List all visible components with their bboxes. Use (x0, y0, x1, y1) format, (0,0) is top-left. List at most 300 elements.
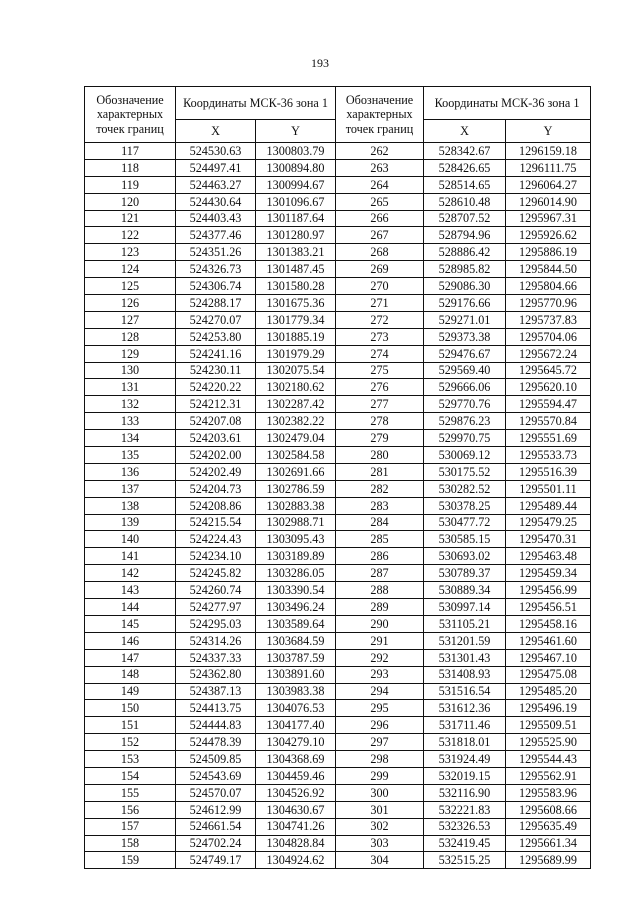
cell-y-left: 1303189.89 (256, 548, 336, 565)
cell-point-right: 263 (336, 159, 424, 176)
cell-x-left: 524224.43 (176, 531, 256, 548)
cell-y-left: 1300803.79 (256, 143, 336, 160)
cell-point-right: 294 (336, 683, 424, 700)
cell-point-right: 267 (336, 227, 424, 244)
cell-y-right: 1295467.10 (506, 649, 591, 666)
cell-x-left: 524253.80 (176, 328, 256, 345)
coordinates-table (84, 86, 591, 869)
cell-y-right: 1295594.47 (506, 396, 591, 413)
cell-x-left: 524288.17 (176, 295, 256, 312)
cell-x-left: 524241.16 (176, 345, 256, 362)
cell-x-left: 524234.10 (176, 548, 256, 565)
cell-y-left: 1303983.38 (256, 683, 336, 700)
cell-y-right: 1295461.60 (506, 632, 591, 649)
page-number: 193 (311, 56, 329, 70)
cell-x-left: 524430.64 (176, 193, 256, 210)
cell-y-right: 1295967.31 (506, 210, 591, 227)
cell-point-left: 123 (85, 244, 176, 261)
cell-x-right: 530069.12 (424, 447, 506, 464)
table-row (85, 818, 591, 835)
cell-y-left: 1302988.71 (256, 514, 336, 531)
cell-y-right: 1295562.91 (506, 767, 591, 784)
cell-x-right: 532019.15 (424, 767, 506, 784)
cell-y-left: 1304526.92 (256, 784, 336, 801)
table-row (85, 463, 591, 480)
cell-x-left: 524661.54 (176, 818, 256, 835)
cell-point-right: 291 (336, 632, 424, 649)
cell-point-right: 297 (336, 734, 424, 751)
cell-y-left: 1302479.04 (256, 430, 336, 447)
cell-x-right: 531105.21 (424, 615, 506, 632)
cell-x-right: 528794.96 (424, 227, 506, 244)
cell-x-left: 524208.86 (176, 497, 256, 514)
cell-x-right: 531201.59 (424, 632, 506, 649)
cell-point-right: 304 (336, 852, 424, 869)
cell-point-left: 134 (85, 430, 176, 447)
cell-point-right: 289 (336, 599, 424, 616)
cell-point-left: 147 (85, 649, 176, 666)
cell-x-right: 531818.01 (424, 734, 506, 751)
cell-point-right: 303 (336, 835, 424, 852)
cell-y-right: 1295844.50 (506, 261, 591, 278)
cell-x-right: 529970.75 (424, 430, 506, 447)
table-row (85, 261, 591, 278)
cell-point-left: 141 (85, 548, 176, 565)
cell-y-right: 1295926.62 (506, 227, 591, 244)
cell-point-left: 137 (85, 480, 176, 497)
cell-point-right: 262 (336, 143, 424, 160)
table-row (85, 632, 591, 649)
cell-y-right: 1295525.90 (506, 734, 591, 751)
cell-x-right: 531301.43 (424, 649, 506, 666)
cell-y-right: 1295620.10 (506, 379, 591, 396)
cell-y-right: 1295485.20 (506, 683, 591, 700)
point-label-header-right: Обозначение характерных точек границ (336, 87, 424, 143)
table-row (85, 480, 591, 497)
cell-y-right: 1295516.39 (506, 463, 591, 480)
cell-point-right: 300 (336, 784, 424, 801)
cell-point-left: 128 (85, 328, 176, 345)
cell-x-left: 524612.99 (176, 801, 256, 818)
cell-point-right: 266 (336, 210, 424, 227)
cell-point-right: 290 (336, 615, 424, 632)
cell-y-left: 1301675.36 (256, 295, 336, 312)
cell-y-left: 1301096.67 (256, 193, 336, 210)
cell-point-right: 271 (336, 295, 424, 312)
cell-x-right: 530282.52 (424, 480, 506, 497)
cell-point-left: 159 (85, 852, 176, 869)
cell-point-right: 301 (336, 801, 424, 818)
cell-x-right: 529086.30 (424, 278, 506, 295)
cell-x-right: 531408.93 (424, 666, 506, 683)
cell-x-right: 528985.82 (424, 261, 506, 278)
cell-point-right: 281 (336, 463, 424, 480)
cell-x-right: 528426.65 (424, 159, 506, 176)
cell-x-right: 530585.15 (424, 531, 506, 548)
cell-y-right: 1295470.31 (506, 531, 591, 548)
cell-x-right: 530789.37 (424, 565, 506, 582)
cell-x-left: 524702.24 (176, 835, 256, 852)
cell-point-right: 270 (336, 278, 424, 295)
cell-x-right: 529569.40 (424, 362, 506, 379)
cell-y-left: 1301280.97 (256, 227, 336, 244)
cell-x-right: 532515.25 (424, 852, 506, 869)
table-row (85, 159, 591, 176)
cell-x-left: 524362.80 (176, 666, 256, 683)
cell-x-left: 524444.83 (176, 717, 256, 734)
cell-point-right: 292 (336, 649, 424, 666)
cell-point-left: 117 (85, 143, 176, 160)
cell-point-right: 268 (336, 244, 424, 261)
cell-y-right: 1295583.96 (506, 784, 591, 801)
cell-y-left: 1304076.53 (256, 700, 336, 717)
cell-y-right: 1295496.19 (506, 700, 591, 717)
cell-y-left: 1303589.64 (256, 615, 336, 632)
table-body (85, 143, 591, 869)
table-row (85, 514, 591, 531)
cell-y-right: 1295544.43 (506, 751, 591, 768)
cell-x-right: 530997.14 (424, 599, 506, 616)
table-row (85, 784, 591, 801)
cell-y-left: 1303787.59 (256, 649, 336, 666)
cell-y-right: 1295501.11 (506, 480, 591, 497)
cell-x-left: 524478.39 (176, 734, 256, 751)
cell-point-right: 269 (336, 261, 424, 278)
cell-x-right: 528514.65 (424, 176, 506, 193)
cell-x-right: 529271.01 (424, 311, 506, 328)
cell-point-left: 127 (85, 311, 176, 328)
table-row (85, 430, 591, 447)
table-row (85, 582, 591, 599)
cell-y-left: 1303095.43 (256, 531, 336, 548)
table-row (85, 278, 591, 295)
cell-point-left: 136 (85, 463, 176, 480)
cell-y-left: 1302584.58 (256, 447, 336, 464)
cell-point-left: 154 (85, 767, 176, 784)
cell-x-left: 524203.61 (176, 430, 256, 447)
cell-y-right: 1295456.99 (506, 582, 591, 599)
cell-y-right: 1296159.18 (506, 143, 591, 160)
table-row (85, 362, 591, 379)
y-header-right: Y (506, 120, 591, 143)
table-row (85, 767, 591, 784)
cell-point-left: 144 (85, 599, 176, 616)
cell-x-left: 524306.74 (176, 278, 256, 295)
cell-point-right: 274 (336, 345, 424, 362)
cell-point-left: 133 (85, 413, 176, 430)
cell-x-left: 524260.74 (176, 582, 256, 599)
table-row (85, 447, 591, 464)
table-row (85, 227, 591, 244)
cell-x-left: 524204.73 (176, 480, 256, 497)
cell-point-left: 146 (85, 632, 176, 649)
cell-y-right: 1295458.16 (506, 615, 591, 632)
cell-y-left: 1301187.64 (256, 210, 336, 227)
cell-point-left: 150 (85, 700, 176, 717)
cell-y-left: 1300894.80 (256, 159, 336, 176)
coords-header-left: Координаты МСК-36 зона 1 (176, 87, 336, 120)
cell-point-left: 126 (85, 295, 176, 312)
cell-y-left: 1304279.10 (256, 734, 336, 751)
table-row (85, 615, 591, 632)
cell-point-left: 119 (85, 176, 176, 193)
table-row (85, 210, 591, 227)
cell-y-right: 1295479.25 (506, 514, 591, 531)
cell-y-right: 1295737.83 (506, 311, 591, 328)
cell-point-right: 299 (336, 767, 424, 784)
cell-y-left: 1303286.05 (256, 565, 336, 582)
cell-y-right: 1295661.34 (506, 835, 591, 852)
x-header-right: X (424, 120, 506, 143)
cell-x-right: 532326.53 (424, 818, 506, 835)
cell-y-left: 1302786.59 (256, 480, 336, 497)
cell-x-right: 528707.52 (424, 210, 506, 227)
cell-point-right: 280 (336, 447, 424, 464)
table-row (85, 413, 591, 430)
cell-y-right: 1295570.84 (506, 413, 591, 430)
table-row (85, 801, 591, 818)
cell-x-right: 529476.67 (424, 345, 506, 362)
cell-point-right: 293 (336, 666, 424, 683)
cell-point-right: 284 (336, 514, 424, 531)
cell-x-left: 524326.73 (176, 261, 256, 278)
cell-y-right: 1295689.99 (506, 852, 591, 869)
cell-point-left: 138 (85, 497, 176, 514)
cell-point-left: 157 (85, 818, 176, 835)
cell-x-right: 532116.90 (424, 784, 506, 801)
cell-point-right: 273 (336, 328, 424, 345)
cell-y-right: 1296111.75 (506, 159, 591, 176)
cell-y-right: 1295551.69 (506, 430, 591, 447)
cell-y-right: 1295533.73 (506, 447, 591, 464)
cell-y-right: 1296064.27 (506, 176, 591, 193)
cell-y-right: 1295770.96 (506, 295, 591, 312)
cell-point-left: 148 (85, 666, 176, 683)
cell-x-left: 524530.63 (176, 143, 256, 160)
table-row (85, 379, 591, 396)
cell-y-right: 1295509.51 (506, 717, 591, 734)
cell-x-left: 524277.97 (176, 599, 256, 616)
cell-y-right: 1295459.34 (506, 565, 591, 582)
cell-point-left: 118 (85, 159, 176, 176)
cell-y-left: 1301979.29 (256, 345, 336, 362)
cell-point-right: 296 (336, 717, 424, 734)
cell-y-left: 1304630.67 (256, 801, 336, 818)
cell-x-right: 530378.25 (424, 497, 506, 514)
cell-x-right: 528610.48 (424, 193, 506, 210)
table-row (85, 396, 591, 413)
cell-y-right: 1295645.72 (506, 362, 591, 379)
cell-x-left: 524245.82 (176, 565, 256, 582)
cell-point-right: 295 (336, 700, 424, 717)
cell-x-left: 524749.17 (176, 852, 256, 869)
table-row (85, 531, 591, 548)
table-row (85, 244, 591, 261)
cell-x-left: 524351.26 (176, 244, 256, 261)
cell-y-left: 1302287.42 (256, 396, 336, 413)
cell-point-left: 143 (85, 582, 176, 599)
cell-point-left: 142 (85, 565, 176, 582)
cell-point-left: 135 (85, 447, 176, 464)
cell-y-left: 1302883.38 (256, 497, 336, 514)
cell-x-right: 531924.49 (424, 751, 506, 768)
cell-point-left: 125 (85, 278, 176, 295)
cell-y-left: 1304177.40 (256, 717, 336, 734)
cell-x-left: 524215.54 (176, 514, 256, 531)
cell-point-left: 130 (85, 362, 176, 379)
cell-y-left: 1302075.54 (256, 362, 336, 379)
cell-x-left: 524387.13 (176, 683, 256, 700)
cell-y-left: 1303496.24 (256, 599, 336, 616)
cell-point-left: 132 (85, 396, 176, 413)
cell-point-right: 285 (336, 531, 424, 548)
cell-x-left: 524207.08 (176, 413, 256, 430)
y-header-left: Y (256, 120, 336, 143)
cell-point-left: 149 (85, 683, 176, 700)
cell-x-left: 524377.46 (176, 227, 256, 244)
cell-y-right: 1295672.24 (506, 345, 591, 362)
cell-point-right: 288 (336, 582, 424, 599)
table-row (85, 295, 591, 312)
table-row (85, 852, 591, 869)
cell-y-left: 1301580.28 (256, 278, 336, 295)
table-row (85, 328, 591, 345)
cell-point-right: 275 (336, 362, 424, 379)
cell-y-left: 1303891.60 (256, 666, 336, 683)
table-row (85, 835, 591, 852)
cell-point-left: 139 (85, 514, 176, 531)
cell-x-right: 530175.52 (424, 463, 506, 480)
point-label-header-left: Обозначение характерных точек границ (85, 87, 176, 143)
cell-point-right: 276 (336, 379, 424, 396)
table-row (85, 176, 591, 193)
cell-y-right: 1295886.19 (506, 244, 591, 261)
cell-x-left: 524413.75 (176, 700, 256, 717)
cell-point-left: 129 (85, 345, 176, 362)
cell-x-left: 524403.43 (176, 210, 256, 227)
table-row (85, 311, 591, 328)
cell-x-right: 531711.46 (424, 717, 506, 734)
table-row (85, 751, 591, 768)
table-row (85, 345, 591, 362)
cell-y-left: 1303684.59 (256, 632, 336, 649)
cell-point-left: 151 (85, 717, 176, 734)
cell-y-left: 1304368.69 (256, 751, 336, 768)
table-row (85, 700, 591, 717)
cell-y-left: 1301779.34 (256, 311, 336, 328)
cell-y-left: 1301487.45 (256, 261, 336, 278)
cell-point-left: 156 (85, 801, 176, 818)
table-row (85, 717, 591, 734)
cell-point-left: 153 (85, 751, 176, 768)
cell-point-right: 272 (336, 311, 424, 328)
cell-point-right: 302 (336, 818, 424, 835)
cell-x-right: 529666.06 (424, 379, 506, 396)
cell-x-left: 524543.69 (176, 767, 256, 784)
table-row (85, 666, 591, 683)
cell-point-left: 140 (85, 531, 176, 548)
cell-x-right: 532221.83 (424, 801, 506, 818)
cell-x-left: 524463.27 (176, 176, 256, 193)
cell-point-left: 131 (85, 379, 176, 396)
cell-x-left: 524497.41 (176, 159, 256, 176)
table-row (85, 143, 591, 160)
cell-y-right: 1295704.06 (506, 328, 591, 345)
cell-x-right: 531516.54 (424, 683, 506, 700)
cell-point-left: 155 (85, 784, 176, 801)
cell-y-left: 1301885.19 (256, 328, 336, 345)
cell-x-right: 531612.36 (424, 700, 506, 717)
cell-point-left: 158 (85, 835, 176, 852)
table-row (85, 599, 591, 616)
cell-x-left: 524270.07 (176, 311, 256, 328)
cell-y-left: 1304741.26 (256, 818, 336, 835)
cell-point-right: 282 (336, 480, 424, 497)
cell-y-left: 1304459.46 (256, 767, 336, 784)
table-row (85, 193, 591, 210)
cell-point-left: 124 (85, 261, 176, 278)
table-row (85, 497, 591, 514)
cell-point-right: 286 (336, 548, 424, 565)
cell-point-left: 145 (85, 615, 176, 632)
cell-y-right: 1295463.48 (506, 548, 591, 565)
cell-point-right: 279 (336, 430, 424, 447)
cell-point-left: 152 (85, 734, 176, 751)
cell-x-right: 529770.76 (424, 396, 506, 413)
cell-y-left: 1302691.66 (256, 463, 336, 480)
table-row (85, 565, 591, 582)
table-row (85, 683, 591, 700)
cell-x-left: 524337.33 (176, 649, 256, 666)
cell-point-left: 122 (85, 227, 176, 244)
cell-x-right: 529176.66 (424, 295, 506, 312)
cell-x-left: 524202.00 (176, 447, 256, 464)
cell-point-right: 277 (336, 396, 424, 413)
x-header-left: X (176, 120, 256, 143)
cell-point-left: 121 (85, 210, 176, 227)
cell-point-left: 120 (85, 193, 176, 210)
cell-x-left: 524202.49 (176, 463, 256, 480)
cell-x-right: 532419.45 (424, 835, 506, 852)
cell-y-left: 1300994.67 (256, 176, 336, 193)
cell-y-right: 1295608.66 (506, 801, 591, 818)
cell-y-left: 1304828.84 (256, 835, 336, 852)
cell-point-right: 287 (336, 565, 424, 582)
cell-x-right: 529876.23 (424, 413, 506, 430)
cell-y-right: 1295456.51 (506, 599, 591, 616)
cell-y-right: 1295635.49 (506, 818, 591, 835)
cell-y-left: 1304924.62 (256, 852, 336, 869)
cell-y-left: 1301383.21 (256, 244, 336, 261)
table-row (85, 649, 591, 666)
cell-y-right: 1296014.90 (506, 193, 591, 210)
cell-y-left: 1302180.62 (256, 379, 336, 396)
cell-y-left: 1302382.22 (256, 413, 336, 430)
cell-x-right: 530693.02 (424, 548, 506, 565)
cell-y-left: 1303390.54 (256, 582, 336, 599)
cell-x-right: 529373.38 (424, 328, 506, 345)
coords-header-right: Координаты МСК-36 зона 1 (424, 87, 591, 120)
cell-y-right: 1295804.66 (506, 278, 591, 295)
cell-point-right: 265 (336, 193, 424, 210)
table-row (85, 734, 591, 751)
table-row (85, 548, 591, 565)
cell-x-right: 528886.42 (424, 244, 506, 261)
cell-x-right: 530889.34 (424, 582, 506, 599)
cell-x-left: 524212.31 (176, 396, 256, 413)
cell-x-left: 524314.26 (176, 632, 256, 649)
cell-point-right: 283 (336, 497, 424, 514)
